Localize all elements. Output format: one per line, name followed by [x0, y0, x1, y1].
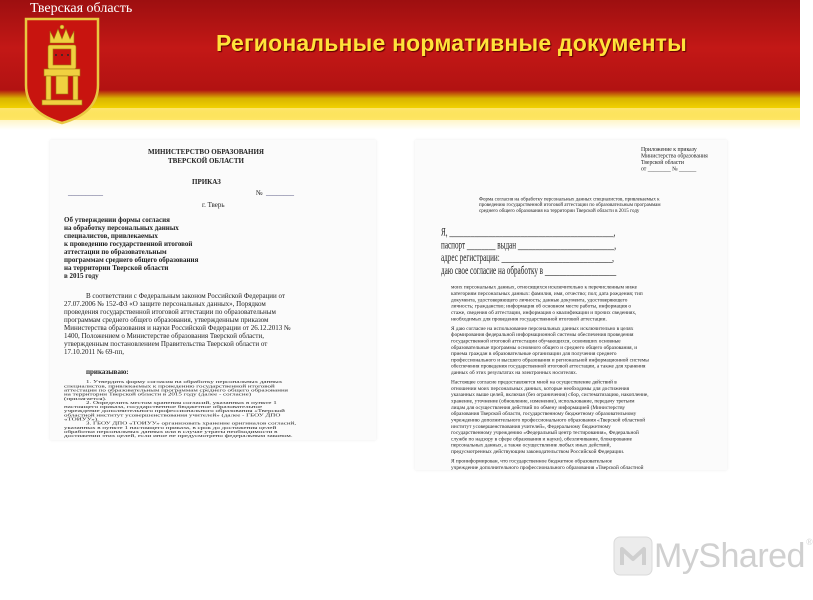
- order-items-block: [64, 380, 297, 439]
- form-body-line: указанных выше целей, включая (без ограничения) сбор, систематизацию, накопление,: [451, 391, 649, 398]
- body-line: утвержденным постановлением Правительства Тверской области от: [64, 340, 268, 348]
- ministry-name: МИНИСТЕРСТВО ОБРАЗОВАНИЯ: [148, 148, 264, 156]
- order-line: 1. Утвердить форму согласия на обработку персональных данных: [86, 380, 283, 385]
- form-body-line: моих персональных данных, относящихся исключительно к перечисленным ниже: [451, 284, 637, 291]
- form-body-line: образовательные программы основного общего и среднего общего образования, и: [451, 344, 638, 351]
- appendix-line: Тверской области: [641, 159, 684, 166]
- order-line: на территории Тверской области в 2015 году (далее - согласие): [64, 392, 252, 397]
- form-body-line: учреждению дополнительного профессионального образования «Тверской областной: [451, 416, 646, 424]
- coat-of-arms-icon: [22, 17, 102, 125]
- body-line: 17.10.2011 № 69-пп,: [64, 348, 124, 356]
- appendix-line: Министерства образования: [641, 152, 708, 160]
- form-body-line: отношении моих персональных данных, которые необходимы для достижения: [451, 385, 630, 392]
- body-line: программам среднего общего образования, утвержденным приказом: [64, 316, 269, 324]
- subject-block: [64, 216, 198, 280]
- form-body-line: обеспечения проведения государственной итоговой аттестации, а также для хранения: [451, 363, 646, 370]
- appendix-line: Приложение к приказу: [641, 146, 697, 153]
- body-line: 27.07.2006 № 152-ФЗ «О защите персональных данных», Порядком: [64, 300, 266, 308]
- doc-city: г. Тверь: [202, 201, 225, 209]
- page-title: Региональные нормативные документы: [216, 30, 687, 56]
- body-line: Министерства образования и науки Российской Федерации от 26.12.2013 №: [64, 324, 291, 332]
- form-title-line: Форма согласия на обработку персональных данных специалистов, привлекаемых к: [479, 196, 660, 202]
- order-line: специалистов, привлекаемых к проведению государственной итоговой: [64, 384, 275, 389]
- form-body-line: документа, удостоверяющего личность; данные документа, удостоверяющего: [451, 296, 628, 303]
- order-document-scan: [50, 140, 376, 440]
- order-line: 2. Определить местом хранения согласий, указанных в пункте 1: [86, 400, 277, 405]
- body-line: В соответствии с Федеральным законом Российской Федерации от: [86, 292, 286, 300]
- subject-line: на территории Тверской области: [64, 264, 169, 272]
- doc-date-signature: __________: [68, 189, 103, 197]
- form-body-line: личность; гражданство; информация об основном месте работы, информация о: [451, 302, 632, 310]
- subject-line: аттестации по образовательным: [64, 248, 167, 256]
- watermark-text: MyShared: [654, 536, 805, 575]
- appendix-block: [641, 146, 708, 172]
- order-line: областной институт усовершенствования учителей» (далее - ГБОУ ДПО: [64, 413, 281, 418]
- form-body-line: необходимых для проведения государственной итоговой аттестации.: [451, 315, 607, 322]
- form-body-line: данных об этих результатах на электронных носителях.: [451, 369, 578, 376]
- ministry-region: ТВЕРСКОЙ ОБЛАСТИ: [168, 157, 244, 165]
- preamble-block: [64, 292, 313, 356]
- order-line: достижении этих целей, если иное не предусмотрено федеральным законом.: [64, 434, 293, 439]
- body-line: 1400, Положением о Министерстве образования Тверской области,: [64, 332, 264, 340]
- form-body-line: приема граждан в образовательные организации для получения среднего: [451, 350, 617, 357]
- form-field-line: паспорт ________ выдан ___________________________,: [441, 238, 617, 252]
- myshared-watermark: [612, 535, 813, 577]
- region-label: Тверская область: [30, 1, 133, 16]
- subject-line: специалистов, привлекаемых: [64, 232, 158, 240]
- subject-line: Об утверждении формы согласия: [64, 216, 170, 224]
- subject-line: на обработку персональных данных: [64, 224, 179, 232]
- subject-line: программам среднего общего образования: [64, 256, 199, 264]
- consent-form-scan: [415, 140, 727, 470]
- form-body-line: стаже, сведения об аттестации, информация о квалификации и прочих сведениях,: [451, 309, 637, 316]
- form-field-line: Я, ______________________________________________,: [441, 226, 616, 239]
- doc-number-label: №: [256, 189, 263, 197]
- form-body-line: профессионального и высшего образования и региональной информационной системы: [451, 356, 649, 363]
- form-body-line: учреждение дополнительного профессионального образования «Тверской областной: [451, 464, 644, 471]
- form-body-line: образования Тверской области, государственному бюджетному образовательному: [451, 410, 637, 417]
- form-body-line: государственному учреждению «Федеральный центр тестирования», Федеральной: [451, 429, 639, 436]
- form-body-line: персональных данных, а также осуществление любых иных действий,: [451, 442, 611, 449]
- form-body-block: [451, 284, 649, 470]
- form-title-line: проведению государственной итоговой аттестации по образовательным программам: [479, 201, 661, 208]
- header-fade: [0, 108, 800, 130]
- form-body-line: предусмотренных действующим законодательством Российской Федерации.: [451, 448, 625, 455]
- form-field-line: адрес регистрации: _______________________________,: [441, 251, 614, 265]
- order-line: учреждение дополнительного профессионального образования «Тверской: [64, 409, 285, 414]
- form-body-line: формирования федеральной информационной системы обеспечения проведения: [451, 331, 634, 338]
- doc-number-signature: ________: [266, 189, 294, 197]
- order-line: настоящего приказа, государственное бюджетное образовательное: [64, 404, 263, 410]
- form-body-line: категориям персональных данных: фамилия, имя, отчество; пол; дата рождения; тип: [451, 290, 643, 297]
- order-line: указанных в пункте 1 настоящего приказа, в срок до достижения целей: [64, 425, 277, 430]
- form-body-line: Настоящее согласие предоставляется мной на осуществление действий в: [451, 378, 617, 386]
- form-body-line: лицам для осуществления действий по обмену информацией (Министерству: [451, 404, 626, 411]
- form-body-line: Я проинформирован, что государственное бюджетное образовательное: [451, 457, 613, 465]
- myshared-logo-icon: [612, 535, 654, 577]
- form-body-line: хранение, уточнение (обновление, изменение), использование, передачу третьим: [451, 397, 635, 405]
- form-fields-block: [441, 226, 616, 277]
- header-banner: [0, 0, 800, 120]
- body-line: проведения государственной итоговой аттестации по образовательным: [64, 308, 276, 316]
- form-body-line: службе по надзору в сфере образования и науки), обезличивание, блокирование: [451, 435, 632, 442]
- subject-line: к проведению государственной итоговой: [64, 240, 193, 248]
- order-line: аттестации по образовательным программам среднего общего образования: [64, 388, 288, 393]
- order-word: приказываю:: [86, 368, 129, 376]
- order-line: обработки персональных данных или в случае утраты необходимости в: [64, 429, 278, 435]
- doc-type: ПРИКАЗ: [192, 178, 221, 186]
- subject-line: в 2015 году: [64, 272, 99, 280]
- form-field-line: даю свое согласие на обработку в ____________________: [441, 264, 617, 278]
- form-body-line: институт усовершенствования учителей», Федеральному бюджетному: [451, 423, 611, 430]
- order-line: 3. ГБОУ ДПО «ТОИУУ» организовать хранение оригиналов согласий,: [86, 421, 297, 426]
- form-title-block: [479, 196, 661, 213]
- watermark-trademark: ®: [805, 537, 813, 547]
- form-title-line: среднего общего образования на территории Тверской области в 2015 году: [479, 207, 640, 214]
- appendix-line: от ________ № ______: [641, 165, 697, 173]
- form-body-line: государственной итоговой аттестации обучающихся, освоивших основные: [451, 337, 621, 345]
- order-line: (прилагается).: [64, 396, 107, 401]
- order-line: «ТОИУУ»).: [64, 417, 99, 422]
- form-body-line: Я даю согласие на использование персональных данных исключительно в целях: [451, 325, 634, 332]
